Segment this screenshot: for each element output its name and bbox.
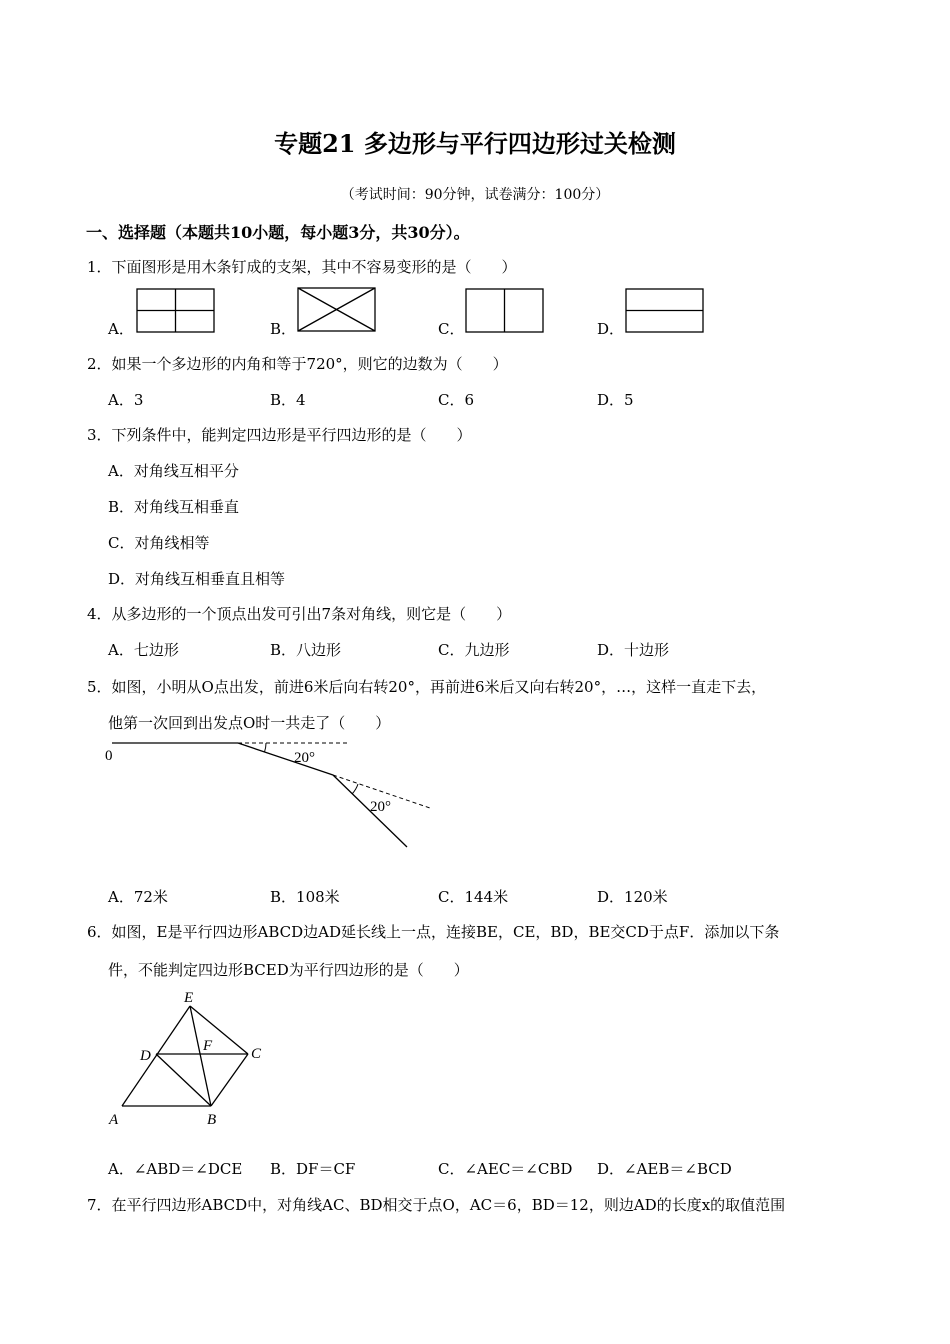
page-title: 专题21 多边形与平行四边形过关检测 [274,129,676,158]
question-4-stem: 4．从多边形的一个顶点出发可引出7条对角线，则它是（ ） [87,605,512,623]
question-3-stem: 3．下列条件中，能判定四边形是平行四边形的是（ ） [87,426,472,444]
q4-option-d: D．十边形 [597,641,670,659]
question-5-stem-line1: 5．如图，小明从O点出发，前进6米后向右转20°，再前进6米后又向右转20°，…，这样一直走下去， [87,678,767,696]
question-5-stem-line2: 他第一次回到出发点O时一共走了（ ） [108,714,391,732]
q1-figure-c [465,288,545,334]
q3-option-d: D．对角线互相垂直且相等 [108,570,286,588]
q5-angle2-label: 20° [370,799,391,815]
exam-info: （考试时间：90分钟，试卷满分：100分） [340,187,610,203]
q6-option-c: C．∠AEC＝∠CBD [438,1160,573,1178]
q6-label-a: A [109,1112,119,1128]
q1-figure-d [625,288,705,334]
q1-option-b: B． [270,320,297,338]
question-6-stem-line2: 件，不能判定四边形BCED为平行四边形的是（ ） [108,961,469,979]
q6-option-b: B．DF＝CF [270,1160,356,1178]
q1-figure-b [297,287,377,333]
question-6-stem-line1: 6．如图，E是平行四边形ABCD边AD延长线上一点，连接BE，CE，BD，BE交CD于点F．添加以下条 [87,923,780,941]
q1-option-d: D． [597,320,625,338]
q4-option-c: C．九边形 [438,641,510,659]
q1-option-c: C． [438,320,465,338]
q6-label-b: B [207,1112,217,1128]
question-7-stem: 7．在平行四边形ABCD中，对角线AC、BD相交于点O，AC＝6，BD＝12，则边AD的长度x的取值范围 [87,1196,786,1214]
q6-option-d: D．∠AEB＝∠BCD [597,1160,732,1178]
q5-option-a: A．72米 [108,888,168,906]
q3-option-c: C．对角线相等 [108,534,210,552]
q5-option-b: B．108米 [270,888,340,906]
q1-figure-a [136,288,216,334]
section-heading: 一、选择题（本题共10小题，每小题3分，共30分）。 [86,223,470,242]
q6-label-d: D [140,1048,151,1064]
q6-option-a: A．∠ABD＝∠DCE [108,1160,243,1178]
q2-option-d: D．5 [597,391,634,409]
q6-label-f: F [203,1038,213,1054]
q3-option-a: A．对角线互相平分 [108,462,239,480]
q5-figure [100,735,440,855]
q1-option-a: A． [108,320,134,338]
q3-option-b: B．对角线互相垂直 [108,498,240,516]
q2-option-a: A．3 [108,391,144,409]
question-2-stem: 2．如果一个多边形的内角和等于720°，则它的边数为（ ） [87,355,508,373]
q2-option-b: B．4 [270,391,306,409]
q6-label-c: C [251,1046,262,1062]
q2-option-c: C．6 [438,391,475,409]
q5-option-d: D．120米 [597,888,668,906]
q6-figure [100,985,275,1130]
q5-origin-label: 0 [105,748,113,764]
q5-angle1-label: 20° [294,750,315,766]
q4-option-a: A．七边形 [108,641,179,659]
q6-label-e: E [184,990,194,1006]
q5-option-c: C．144米 [438,888,509,906]
question-1-stem: 1．下面图形是用木条钉成的支架，其中不容易变形的是（ ） [87,258,517,276]
q4-option-b: B．八边形 [270,641,342,659]
